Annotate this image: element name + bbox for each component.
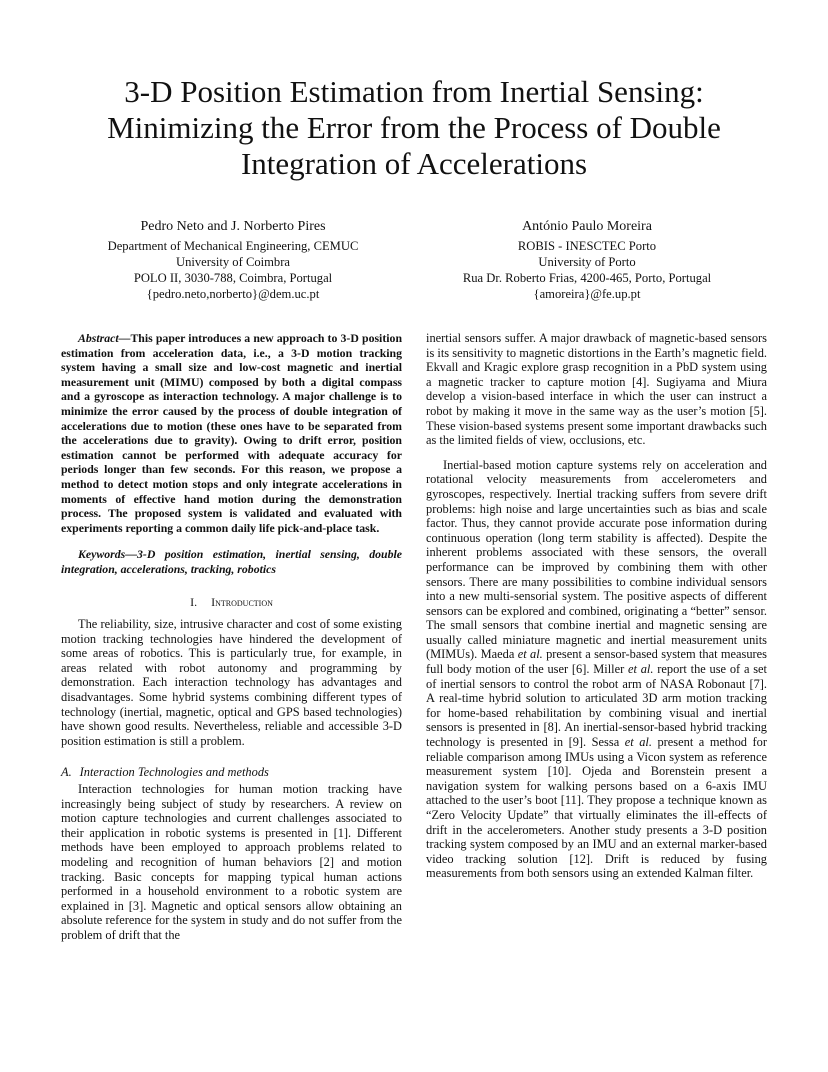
subsection-paragraph: Interaction technologies for human motion tracking have increasingly being subject of study by researchers. A review on motion capture technologies and current challenges associated to their application in robotic systems is presented in [1]. Different methods have been employed to approach problems related to modeling and recognition of human behaviors [2] and motion tracking. Basic concepts for mapping typical human actions performed in a household environment to a robotic system are explained in [3]. Magnetic and optical sensors allow obtaining an absolute reference for the system in study and do not suffer from the problem of drift that the (61, 782, 402, 942)
text-run: present a sensor-based system that measures full body motion of the user [6]. Miller (426, 647, 768, 677)
text-run: report the use of a set of inertial sensors to control the robot arm of NASA Robonaut [7]. A real-time hybrid solution to articulated 3D arm motion tracking for home-based rehabilitation by combining visual and inertial sensors is presented in [8]. An inertial-sensor-based hybrid tracking technology is presented in [9]. Sessa (426, 662, 767, 750)
right-column (426, 331, 767, 881)
subsection-title: Interaction Technologies and methods (79, 765, 269, 780)
section-title: Introduction (211, 594, 273, 609)
keywords (61, 547, 402, 576)
et-al-italic: et al. (517, 647, 543, 662)
affiliation-university: University of Porto (538, 255, 636, 269)
affiliation-university: University of Coimbra (175, 255, 291, 269)
et-al-italic: et al. (628, 662, 654, 677)
subsection-letter: A. (61, 765, 72, 780)
section-heading-introduction (61, 595, 402, 610)
author-email: {pedro.neto,norberto}@dem.uc.pt (146, 287, 320, 301)
author-block-left (58, 218, 408, 302)
keywords-label: Keywords— (78, 547, 137, 562)
continued-paragraph: inertial sensors suffer. A major drawback of magnetic-based sensors is its sensitivity to magnetic distortions in the Earth’s magnetic field. Ekvall and Kragic explore grasp recognition in a PbD system using a magnetic tracker to capture motion [4]. Sugiyama and Miura develop a vision-based interface in which the user can instruct a robot by making it move in the same way as the user’s motion [5]. These vision-based systems present some important drawbacks such as the limited fields of view, occlusions, etc. (426, 331, 767, 448)
affiliation-address: Rua Dr. Roberto Frias, 4200-465, Porto, Portugal (462, 271, 712, 285)
affiliation-address: POLO II, 3030-788, Coimbra, Portugal (133, 271, 333, 285)
inertial-paragraph (426, 458, 767, 881)
left-column (61, 331, 402, 943)
section-number: I. (190, 594, 198, 609)
affiliation-department: ROBIS - INESCTEC Porto (517, 239, 657, 253)
author-names: António Paulo Moreira (522, 219, 652, 234)
text-run: Inertial-based motion capture systems rely on acceleration and rotational velocity measurements from accelerometers and gyroscopes, respectively. Inertial tracking suffers from severe drift problems: high noise and large uncertainties such as bias and scale factor. Thus, they cannot provide accurate pose information during continuous operation (long term stability is affected). Despite the inherent problems associated with these sensors, the overall performance can be improved by combining them with other sensors. There are many possibilities to combine individual sensors into a new multi-sensorial system. The positive aspects of different sensors can be explored and combined, originating a “better” sensor. The small sensors that combine inertial and magnetic sensing are usually called miniature magnetic and inertial measurement units (MIMUs). Maeda (426, 457, 767, 662)
paper-title: 3-D Position Estimation from Inertial Sensing: Minimizing the Error from the Process of Double Integration of Accelerations (107, 74, 721, 181)
abstract-label: Abstract— (78, 331, 131, 345)
subsection-heading (61, 765, 402, 780)
text-run: present a method for reliable comparison among IMUs using a Vicon system as reference measurement system [10]. Ojeda and Borenstein present a navigation system for walking persons based on a 6-axis IMU attached to the user’s boot [11]. They propose a technique known as “Zero Velocity Update” that virtually eliminates the ill-effects of drift in the accelerometers. Another study presents a 3-D position tracking system composed by an IMU and an external marker-based video tracking solution [12]. Drift is reduced by fusing measurements from both sensors using an extended Kalman filter. (426, 735, 767, 881)
abstract-text: This paper introduces a new approach to 3-D position estimation from acceleration data, i.e., a 3-D motion tracking system having a small size and low-cost magnetic and inertial measurement unit (MIMU) composed by both a digital compass and a gyroscope as interaction technology. A major challenge is to minimize the error caused by the process of double integration of accelerations due to motion (these ones have to be separated from the accelerations due to gravity). Owing to drift error, position estimation cannot be performed with adequate accuracy for periods longer than few seconds. For this reason, we propose a method to detect motion stops and only integrate accelerations in moments of effective hand motion during the demonstration process. The proposed system is validated and evaluated with experiments reporting a common daily life pick-and-place task. (61, 331, 402, 535)
keywords-text: 3-D position estimation, inertial sensing, double integration, accelerations, tracking, robotics (61, 547, 402, 576)
author-email: {amoreira}@fe.up.pt (533, 287, 641, 301)
affiliation-department: Department of Mechanical Engineering, CEMUC (107, 239, 359, 253)
author-names: Pedro Neto and J. Norberto Pires (140, 219, 326, 234)
author-block-right (424, 218, 750, 302)
abstract (61, 331, 402, 535)
et-al-italic: et al. (624, 735, 652, 750)
intro-paragraph: The reliability, size, intrusive character and cost of some existing motion tracking technologies have hindered the development of some areas of robotics. This is particularly true, for example, in areas related with robot autonomy and programming by demonstration. Each interaction technology has advantages and disadvantages. Some hybrid systems combining different types of technology (inertial, magnetic, optical and GPS based technologies) have shown good results. Nevertheless, reliable and accessible 3-D position estimation is still a problem. (61, 617, 402, 748)
